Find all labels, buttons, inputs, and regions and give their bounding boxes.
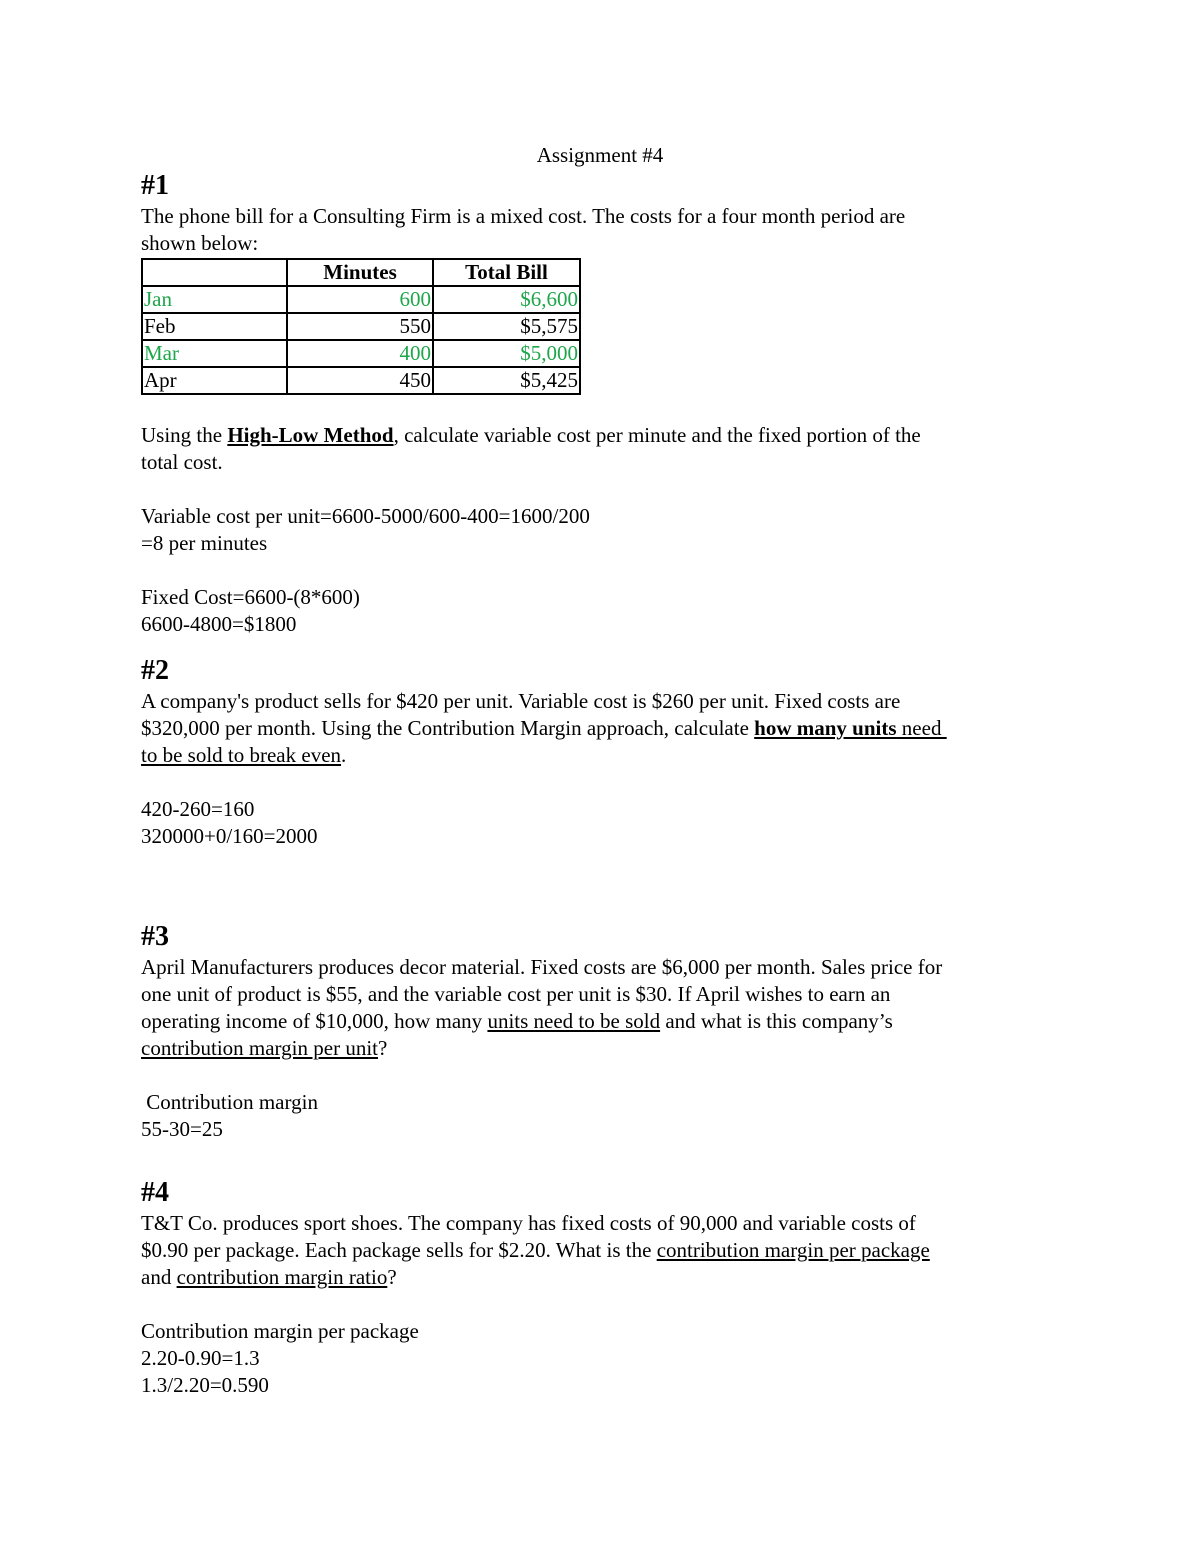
question-4-text: ? (387, 1265, 397, 1289)
question-1-prompt-line-2: shown below: (141, 231, 259, 255)
table-row (142, 340, 580, 367)
table-cell-month: Jan (142, 286, 287, 313)
question-3-heading: #3 (141, 921, 169, 952)
question-1-heading: #1 (141, 170, 169, 201)
question-4-answer-line-1: Contribution margin per package (141, 1319, 419, 1343)
question-3-answer-line-2: 55-30=25 (141, 1117, 223, 1141)
table-row (142, 286, 580, 313)
table-cell-month: Mar (142, 340, 287, 367)
question-2-text: $320,000 per month. Using the Contribution Margin approach, calculate (141, 716, 755, 740)
high-low-method-term: High-Low Method (227, 423, 394, 447)
question-4-text: $0.90 per package. Each package sells for $2.20. What is the (141, 1238, 657, 1262)
table-header-row (142, 259, 580, 286)
table-cell-minutes: 450 (287, 367, 433, 394)
contribution-margin-per-unit-term: contribution margin per unit (141, 1036, 378, 1060)
question-1-text: Using the (141, 423, 228, 447)
question-4-prompt-line-3 (141, 1264, 1061, 1291)
question-1-question-line-1 (141, 422, 1061, 449)
question-3-text: ? (378, 1036, 388, 1060)
units-need-to-be-sold-term: units need to be sold (487, 1009, 661, 1033)
table-cell-minutes: 550 (287, 313, 433, 340)
table-cell-total: $5,575 (433, 313, 580, 340)
question-2-heading: #2 (141, 655, 169, 686)
question-2 (141, 654, 1061, 850)
how-many-units-term: how many units (754, 716, 897, 740)
question-4-answer-line-2: 2.20-0.90=1.3 (141, 1346, 260, 1370)
question-3-prompt-line-4 (141, 1035, 1061, 1062)
document-title: Assignment #4 (536, 143, 664, 167)
question-3-prompt-line-1: April Manufacturers produces decor material. Fixed costs are $6,000 per month. Sales price for (141, 955, 943, 979)
table-cell-minutes: 600 (287, 286, 433, 313)
question-3 (141, 920, 1061, 1143)
table-cell-month: Apr (142, 367, 287, 394)
question-4 (141, 1176, 1061, 1399)
question-1-answer-line-2: =8 per minutes (141, 531, 268, 555)
question-1-answer-line-4: 6600-4800=$1800 (141, 612, 297, 636)
question-2-prompt-line-3 (141, 742, 1061, 769)
table-header-cell (142, 259, 287, 286)
question-4-heading: #4 (141, 1177, 169, 1208)
question-2-prompt-line-2 (141, 715, 1061, 742)
question-3-answer-line-1: Contribution margin (141, 1090, 318, 1114)
table-row (142, 367, 580, 394)
table-cell-month: Feb (142, 313, 287, 340)
question-3-text: operating income of $10,000, how many (141, 1009, 488, 1033)
question-1-text: , calculate variable cost per minute and the fixed portion of the (393, 423, 921, 447)
question-2-text: . (341, 743, 347, 767)
question-2-prompt-line-1: A company's product sells for $420 per unit. Variable cost is $260 per unit. Fixed costs are (141, 689, 901, 713)
table-cell-total: $5,000 (433, 340, 580, 367)
question-3-prompt-line-2: one unit of product is $55, and the variable cost per unit is $30. If April wishes to earn an (141, 982, 891, 1006)
question-4-answer-line-3: 1.3/2.20=0.590 (141, 1373, 269, 1397)
question-4-prompt-line-2 (141, 1237, 1061, 1264)
question-3-prompt-line-3 (141, 1008, 1061, 1035)
question-1-question-line-2: total cost. (141, 450, 223, 474)
table-cell-minutes: 400 (287, 340, 433, 367)
question-1-prompt-line-1: The phone bill for a Consulting Firm is a mixed cost. The costs for a four month period are (141, 204, 906, 228)
question-1 (141, 169, 1061, 638)
contribution-margin-per-package-term: contribution margin per package (656, 1238, 930, 1262)
table-header-total-bill: Total Bill (433, 259, 580, 286)
table-cell-total: $5,425 (433, 367, 580, 394)
question-2-answer-line-2: 320000+0/160=2000 (141, 824, 318, 848)
question-1-answer-line-1: Variable cost per unit=6600-5000/600-400=1600/200 (141, 504, 590, 528)
question-4-text: and (141, 1265, 177, 1289)
contribution-margin-ratio-term: contribution margin ratio (176, 1265, 388, 1289)
table-cell-total: $6,600 (433, 286, 580, 313)
phone-bill-table (141, 258, 581, 395)
table-header-minutes: Minutes (287, 259, 433, 286)
break-even-term: to be sold to break even (141, 743, 342, 767)
question-1-answer-line-3: Fixed Cost=6600-(8*600) (141, 585, 360, 609)
document-page (141, 142, 1061, 1399)
question-2-underlined-text: need (896, 716, 947, 740)
question-2-answer-line-1: 420-260=160 (141, 797, 255, 821)
question-4-prompt-line-1: T&T Co. produces sport shoes. The company has fixed costs of 90,000 and variable costs of (141, 1211, 916, 1235)
question-3-text: and what is this company’s (660, 1009, 893, 1033)
table-row (142, 313, 580, 340)
